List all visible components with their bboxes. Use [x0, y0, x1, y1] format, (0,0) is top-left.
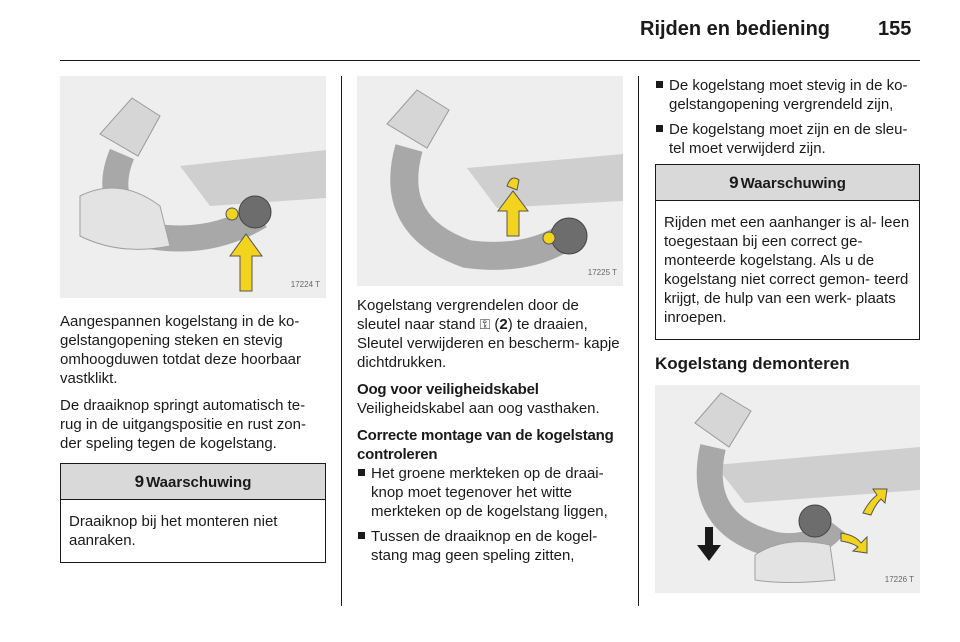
page-number: 155 — [878, 18, 912, 40]
subheading: Correcte montage van de kogelstang controleren — [357, 427, 614, 463]
column-3 — [655, 76, 920, 593]
section-title: Kogelstang demonteren — [655, 354, 850, 373]
paragraph: Aangespannen kogelstang in de ko- gelstangopening steken en stevig omhoogduwen totdat deze hoorbaar vastklikt. — [60, 313, 302, 387]
warning-body: Draaiknop bij het monteren niet aanraken. — [69, 513, 278, 549]
warning-icon: 9 — [729, 173, 739, 192]
towbar-lock-illustration — [357, 76, 623, 286]
list-item: Tussen de draaiknop en de kogel- stang mag geen speling zitten, — [357, 527, 623, 565]
towbar-removal-illustration — [655, 385, 920, 593]
figure-17225 — [357, 76, 623, 286]
subheading: Oog voor veiligheidskabel — [357, 381, 539, 398]
warning-header — [656, 165, 919, 201]
figure-code: 17225 T — [587, 268, 617, 277]
warning-icon: 9 — [134, 472, 145, 491]
list-item: De kogelstang moet zijn en de sleu- tel moet verwijderd zijn. — [655, 120, 920, 158]
paragraph: Veiligheidskabel aan oog vasthaken. — [357, 400, 600, 417]
column-separator — [638, 76, 639, 606]
bullet-list — [357, 464, 623, 565]
paragraph: De draaiknop springt automatisch te- rug in de uitgangspositie en rust zon- der speling tegen de kogelstang. — [60, 397, 306, 452]
warning-title: Waarschuwing — [146, 474, 252, 491]
list-item: De kogelstang moet stevig in de ko- gelstangopening vergrendeld zijn, — [655, 76, 920, 114]
paragraph: Kogelstang vergrendelen door de sleutel naar stand ⚿ (2) te draaien, Sleutel verwijderen en bescherm- kapje dichtdrukken. — [357, 297, 620, 371]
header-title: Rijden en bediening — [640, 18, 831, 40]
towbar-insert-illustration — [60, 76, 326, 298]
warning-box — [60, 463, 326, 563]
figure-code: 17224 T — [290, 280, 320, 289]
warning-header — [61, 464, 325, 500]
figure-code: 17226 T — [884, 575, 914, 584]
warning-body: Rijden met een aanhanger is al- leen toegestaan bij een correct ge- monteerde kogelstang. Als u de kogelstang niet correct gemon- teerd krijgt, de hulp van een werk- plaats inroepen. — [664, 214, 910, 326]
column-2 — [357, 76, 623, 571]
column-1 — [60, 76, 326, 563]
figure-17226 — [655, 385, 920, 593]
header-rule — [60, 60, 920, 61]
figure-17224 — [60, 76, 326, 298]
list-item: Het groene merkteken op de draai- knop moet tegenover het witte merkteken op de kogelstang liggen, — [357, 464, 623, 521]
warning-box — [655, 164, 920, 340]
lock-icon: ⚿ — [479, 316, 491, 332]
bullet-list — [655, 76, 920, 158]
warning-title: Waarschuwing — [740, 175, 846, 192]
column-separator — [341, 76, 342, 606]
